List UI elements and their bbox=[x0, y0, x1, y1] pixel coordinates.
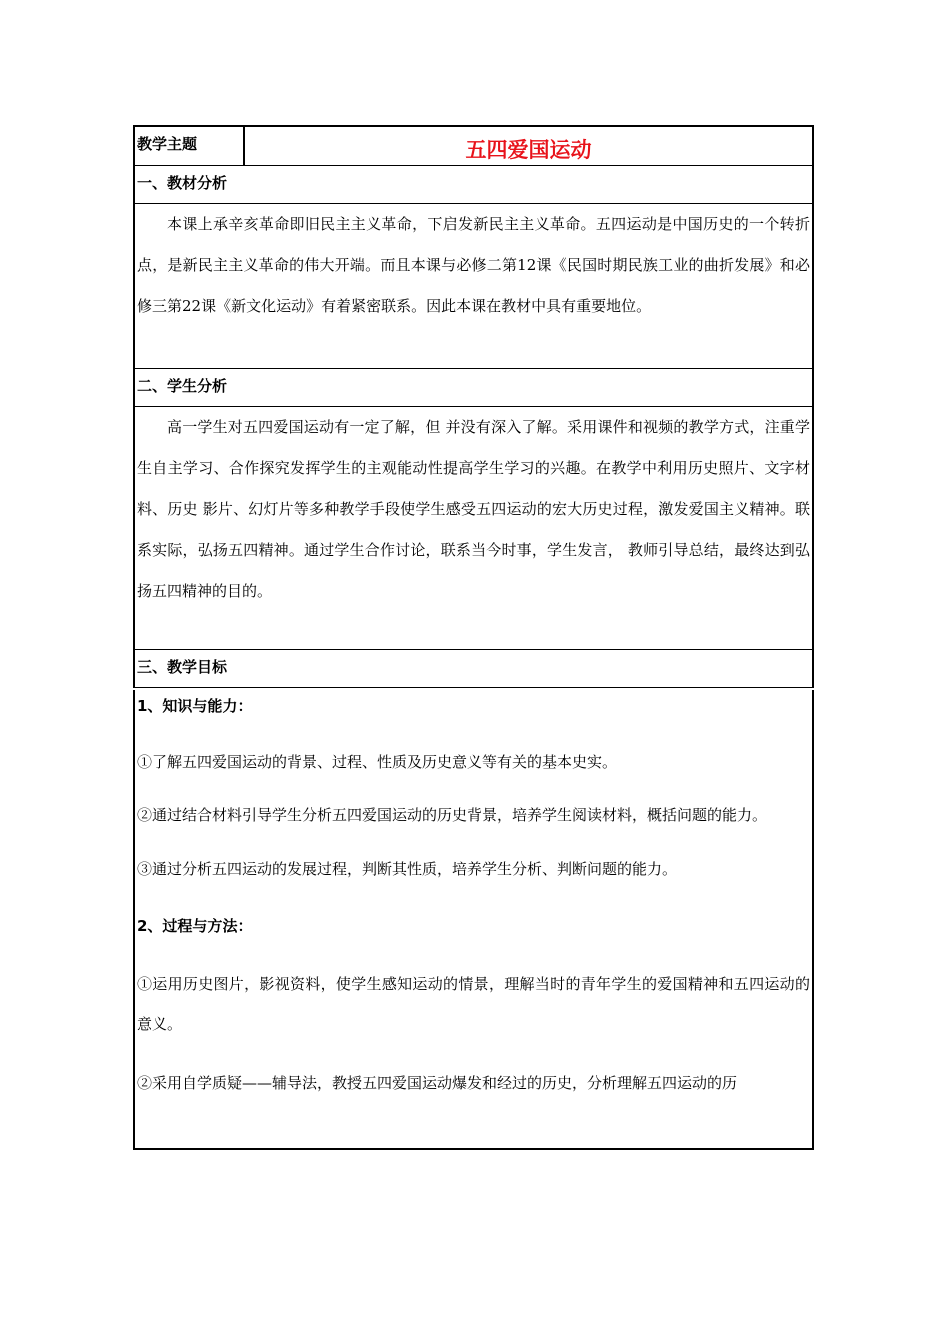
student-analysis-text: 高一学生对五四爱国运动有一定了解，但 并没有深入了解。采用课件和视频的教学方式，注重学生自主学习、合作探究发挥学生的主观能动性提高学生学习的兴趣。在教学中利用历史照片、文字材料、历史 影片、幻灯片等多种教学手段使学生感受五四运动的宏大历史过程，激发爱国主义精神。联系实际，弘扬五四精神。通过学生合作讨论，联系当今时事，学生发言， 教师引导总结，最终达到弘扬五四精神的目的。 bbox=[137, 418, 810, 600]
textbook-analysis-text: 本课上承辛亥革命即旧民主主义革命，下启发新民主主义革命。五四运动是中国历史的一个转折点，是新民主主义革命的伟大开端。而且本课与必修二第12课《民国时期民族工业的曲折发展》和必修三第22课《新文化运动》有着紧密联系。因此本课在教材中具有重要地位。 bbox=[137, 215, 810, 315]
lesson-title: 五四爱国运动 bbox=[465, 138, 592, 162]
goal-item: ①了解五四爱国运动的背景、过程、性质及历史意义等有关的基本史实。 bbox=[137, 753, 618, 771]
subheading-knowledge-ability: 1、知识与能力： bbox=[137, 697, 253, 715]
section-heading-textbook-analysis: 一、教材分析 bbox=[133, 166, 814, 204]
teaching-goals-cell bbox=[133, 690, 814, 1150]
goal-item: ①运用历史图片，影视资料，使学生感知运动的情景，理解当时的青年学生的爱国精神和五四运动的意义。 bbox=[137, 975, 810, 1033]
section-heading-student-analysis: 二、学生分析 bbox=[133, 369, 814, 407]
title-row bbox=[133, 125, 814, 166]
goal-item: ②采用自学质疑——辅导法，教授五四爱国运动爆发和经过的历史，分析理解五四运动的历 bbox=[137, 1074, 738, 1092]
student-analysis-cell bbox=[133, 407, 814, 650]
section-heading-teaching-goals: 三、教学目标 bbox=[133, 650, 814, 688]
topic-label: 教学主题 bbox=[135, 127, 245, 165]
subheading-process-method: 2、过程与方法： bbox=[137, 917, 253, 935]
goal-item: ②通过结合材料引导学生分析五四爱国运动的历史背景，培养学生阅读材料，概括问题的能力。 bbox=[137, 806, 768, 824]
goal-item: ③通过分析五四运动的发展过程，判断其性质，培养学生分析、判断问题的能力。 bbox=[137, 860, 678, 878]
lesson-plan-table bbox=[133, 125, 814, 1150]
textbook-analysis-cell bbox=[133, 204, 814, 369]
